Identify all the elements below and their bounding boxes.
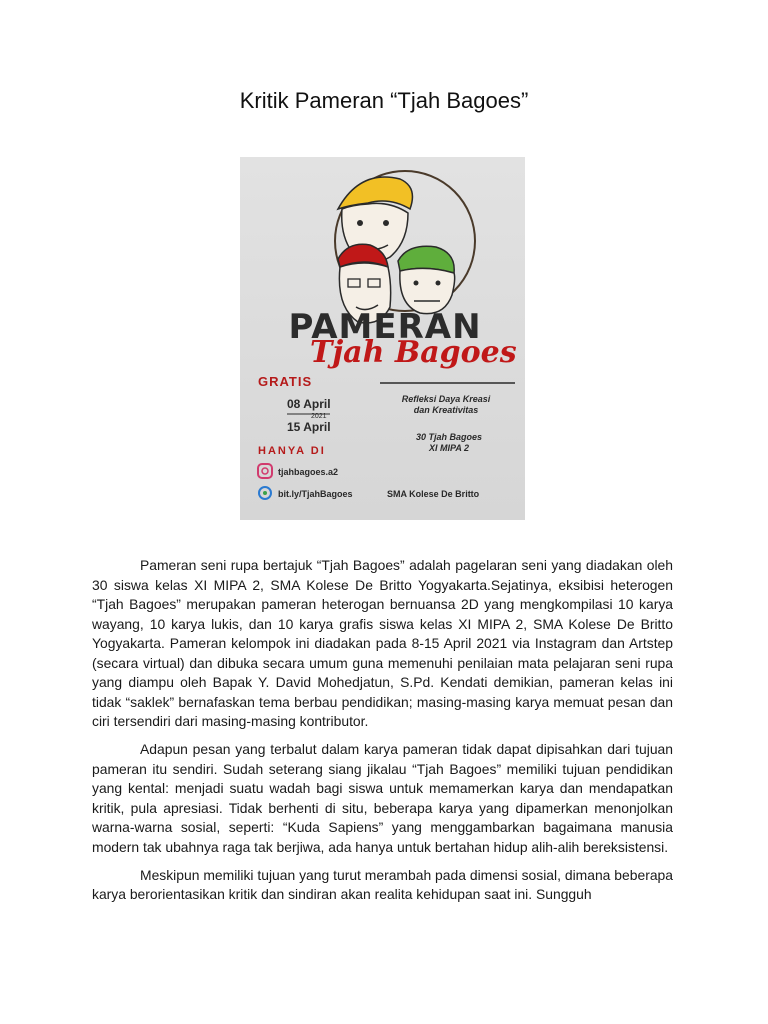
poster-heading: PAMERAN <box>288 307 482 347</box>
class-line-1: 30 Tjah Bagoes <box>415 432 483 442</box>
date-start: 08 April <box>287 397 331 411</box>
tagline-line-1: Refleksi Daya Kreasi <box>401 394 491 404</box>
exhibition-poster <box>240 157 525 520</box>
poster-link: bit.ly/TjahBagoes <box>278 489 353 499</box>
class-line-2: XI MIPA 2 <box>428 443 469 453</box>
instagram-icon <box>258 464 272 478</box>
page-title: Kritik Pameran “Tjah Bagoes” <box>239 88 529 113</box>
poster-school: SMA Kolese De Britto <box>387 489 480 499</box>
date-end: 15 April <box>287 420 331 434</box>
paragraph: Pameran seni rupa bertajuk “Tjah Bagoes” adalah pagelaran seni yang diadakan oleh 30 siswa kelas XI MIPA 2, SMA Kolese De Britto Yogyakarta.Sejatinya, eksibisi heterogen “Tjah Bagoes” merupakan pameran heterogan bernuansa 2D yang mengkompilasi 10 karya wayang, 10 karya lukis, dan 10 karya grafis siswa kelas XI MIPA 2, SMA Kolese De Britto Yogyakarta. Pameran kelompok ini diadakan pada 8-15 April 2021 via Instagram dan Artstep (secara virtual) dan dibuka secara umum guna memenuhi penilaian mata pelajaran seni rupa yang diampu oleh Bapak Y. David Mohedjatun, S.Pd. Kendati demikian, pameran kelas ini tidak “saklek” bernafaskan tema berbau pendidikan; masing-masing karya memuat pesan dan ciri tersendiri dari masing-masing kontributor. <box>92 557 673 729</box>
document-body <box>92 556 673 913</box>
tagline-line-2: dan Kreativitas <box>413 405 479 415</box>
poster-subtitle: Tjah Bagoes <box>310 335 517 370</box>
gratis-label: GRATIS <box>258 374 313 389</box>
poster-tagline <box>380 394 512 416</box>
hanya-label: HANYA DI <box>258 445 326 457</box>
paragraph: Adapun pesan yang terbalut dalam karya pameran tidak dapat dipisahkan dari tujuan pameran itu sendiri. Sudah seterang siang jikalau “Tjah Bagoes” memiliki tujuan pendidikan yang kental: menjadi suatu wadah bagi siswa untuk memamerkan karya dan mendapatkan kritik, pula apresiasi. Tidak berhenti di situ, beberapa karya yang dipamerkan menonjolkan warna-warna sosial, seperti: “Kuda Sapiens” yang menggambarkan bagaimana manusia modern tak ubahnya raga tak berjiwa, ada hanya untuk bertahan hidup alih-alih bereksistensi. <box>92 741 673 855</box>
green-hair-face <box>398 246 455 313</box>
poster-class <box>390 432 508 454</box>
instagram-handle: tjahbagoes.a2 <box>278 467 339 477</box>
paragraph: Meskipun memiliki tujuan yang turut merambah pada dimensi sosial, dimana beberapa karya berorientasikan kritik dan sindiran akan realita kehidupan saat ini. Sungguh <box>92 866 673 902</box>
date-year: 2021 <box>311 413 327 420</box>
